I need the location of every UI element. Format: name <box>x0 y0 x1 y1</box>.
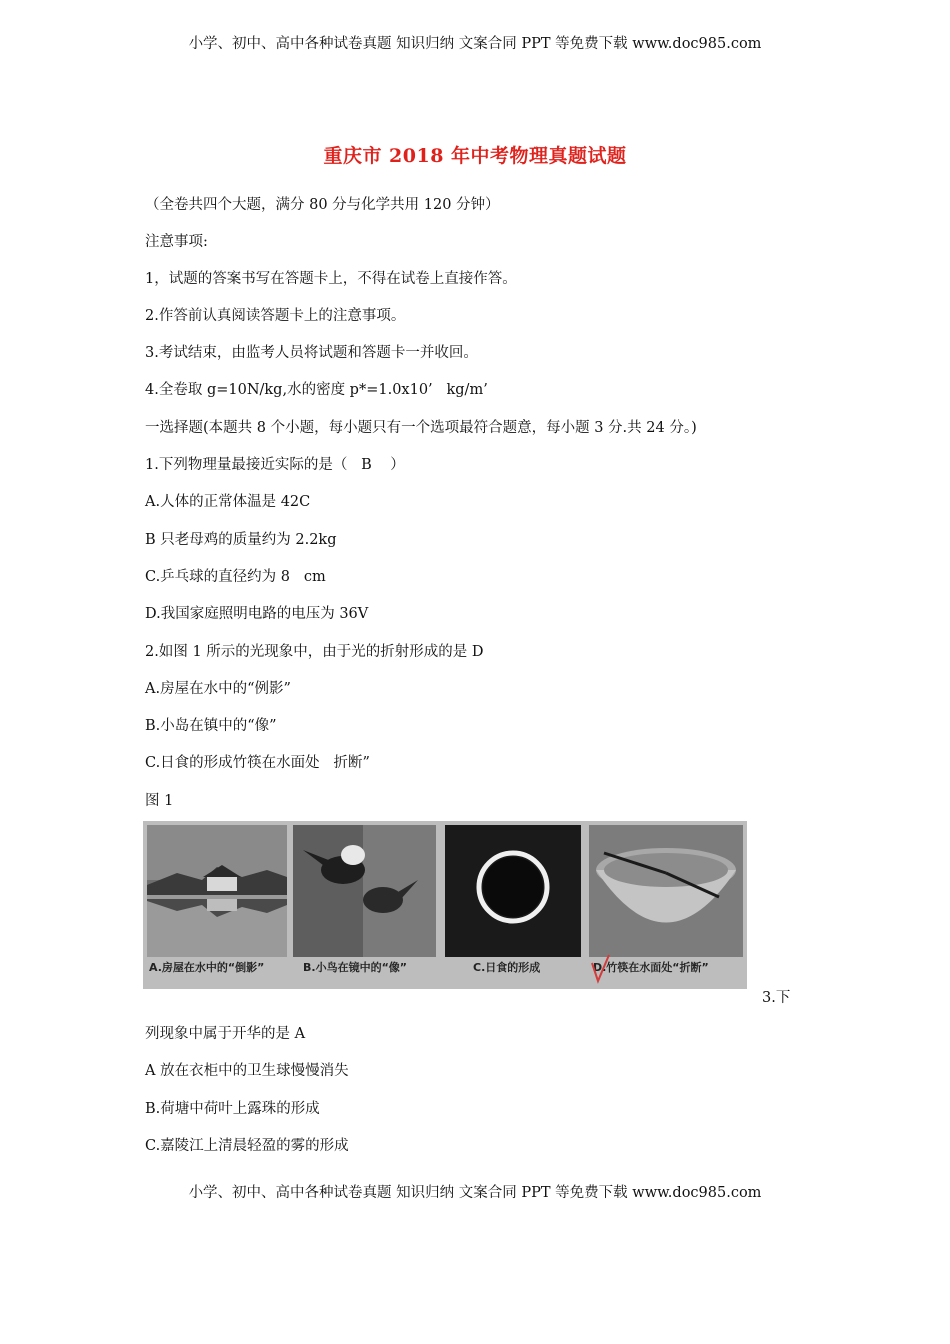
page-header: 小学、初中、高中各种试卷真题 知识归纳 文案合同 PPT 等免费下载 www.doc985.com <box>188 36 762 52</box>
question-2: 2.如图 1 所示的光现象中，由于光的折射形成的是 D <box>145 644 484 660</box>
question-1: 1.下列物理量最接近实际的是（ B ） <box>145 457 405 473</box>
notice-item-4: 4.全卷取 g=10N/kg,水的密度 p*=1.0x10’ kg/m’ <box>145 382 488 398</box>
q2-option-c: C.日食的形成竹筷在水面处 折断” <box>145 755 370 771</box>
exam-title: 重庆市 2018 年中考物理真题试题 <box>323 145 627 167</box>
q1-option-b: B 只老母鸡的质量约为 2.2kg <box>145 532 337 548</box>
check-mark-icon <box>589 951 613 987</box>
q2-option-a: A.房屋在水中的“例影” <box>145 681 291 697</box>
q1-option-d: D.我国家庭照明电路的电压为 36V <box>145 606 369 622</box>
figure-caption-a: A.房屋在水中的“倒影” <box>149 961 265 974</box>
q3-option-c: C.嘉陵江上清晨轻盈的雾的形成 <box>145 1138 349 1154</box>
notice-item-1: 1，试题的答案书写在答题卡上，不得在试卷上直接作答。 <box>145 271 517 287</box>
q3-option-b: B.荷塘中荷叶上露珠的形成 <box>145 1101 320 1117</box>
notice-item-3: 3.考试结束，由监考人员将试题和答题卡一并收回。 <box>145 345 478 361</box>
q1-option-c: C.乒乓球的直径约为 8 cm <box>145 569 326 585</box>
q3-option-a: A 放在衣柜中的卫生球慢慢消失 <box>145 1063 349 1079</box>
question-3: 列现象中属于开华的是 A <box>145 1026 306 1042</box>
section-heading: 一选择题(本题共 8 个小题，每小题只有一个选项最符合题意，每小题 3 分.共 24 分。) <box>145 420 697 436</box>
page-footer: 小学、初中、高中各种试卷真题 知识归纳 文案合同 PPT 等免费下载 www.doc985.com <box>188 1185 762 1201</box>
q1-option-a: A.人体的正常体温是 42C <box>145 494 311 510</box>
chopstick-bowl-photo <box>589 825 743 957</box>
figure-1-image <box>143 821 747 989</box>
q2-option-b: B.小岛在镇中的“像” <box>145 718 277 734</box>
figure-caption-c: C.日食的形成 <box>473 961 541 974</box>
figure-caption-d: D.竹筷在水面处“折断” <box>593 961 709 974</box>
notice-item-2: 2.作答前认真阅读答题卡上的注意事项。 <box>145 308 406 324</box>
bird-mirror-photo <box>293 825 436 957</box>
figure-label: 图 1 <box>145 793 174 809</box>
solar-eclipse-photo <box>445 825 581 957</box>
notice-heading: 注意事项: <box>145 234 208 250</box>
house-reflection-photo <box>147 825 287 957</box>
figure-caption-b: B.小鸟在镜中的“像” <box>303 961 408 974</box>
question-3-start: 3.下 <box>762 990 791 1006</box>
exam-note: （全卷共四个大题，满分 80 分与化学共用 120 分钟） <box>145 197 500 213</box>
